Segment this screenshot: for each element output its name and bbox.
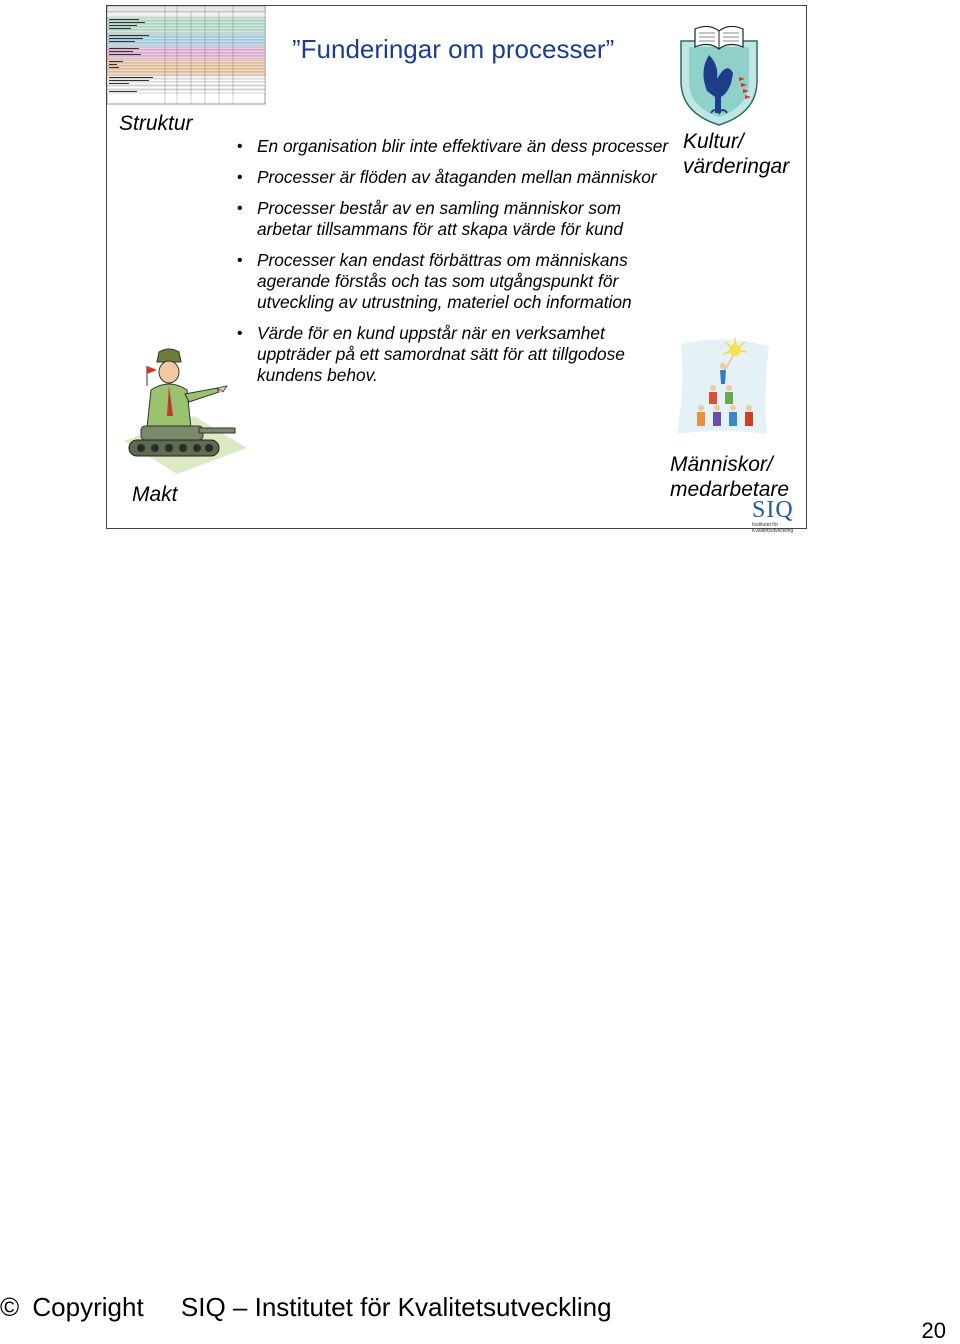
footer (0, 1292, 612, 1323)
label-kultur-line1: Kultur/ (683, 130, 744, 153)
label-kultur-line2: värderingar (683, 155, 790, 178)
label-manniskor-line1: Människor/ (670, 453, 773, 476)
siq-logo (752, 498, 810, 532)
siq-logo-letters: SIQ (752, 497, 794, 523)
bullet-item: • Processer kan endast förbättras om människans agerande förstås och tas som utgångspunkt för utveckling av utrustning, materiel och information (237, 250, 687, 313)
spreadsheet-thumbnail (107, 6, 267, 106)
bullet-list (237, 136, 677, 396)
copyright-icon: © (0, 1292, 20, 1322)
label-manniskor (670, 452, 789, 502)
bullet-item: • Värde för en kund uppstår när en verksamhet uppträder på ett samordnat sätt för att tillgodose kundens behov. (237, 323, 677, 386)
page-number: 20 (921, 1318, 946, 1343)
general-tank-clipart (119, 346, 249, 476)
bullet-item: • Processer består av en samling människor som arbetar tillsammans för att skapa värde för kund (237, 198, 677, 240)
copyright-text: Copyright (32, 1292, 144, 1322)
bullet-item: • Processer är flöden av åtaganden mellan människor (237, 167, 677, 188)
organization-name: SIQ – Institutet för Kvalitetsutveckling (180, 1292, 612, 1322)
slide (106, 5, 807, 534)
slide-title: ”Funderingar om processer” (292, 34, 615, 64)
label-kultur (683, 129, 789, 179)
siq-logo-subtitle-1: Institutet för (752, 522, 779, 528)
siq-logo-subtitle-2: Kvalitetsutveckling (752, 528, 794, 534)
human-pyramid-clipart (673, 336, 773, 436)
bullet-item: • En organisation blir inte effektivare än dess processer (237, 136, 677, 157)
label-manniskor-line2: medarbetare (670, 478, 790, 501)
label-struktur: Struktur (119, 112, 193, 135)
book-tree-clipart (669, 21, 769, 126)
label-makt: Makt (132, 483, 178, 506)
